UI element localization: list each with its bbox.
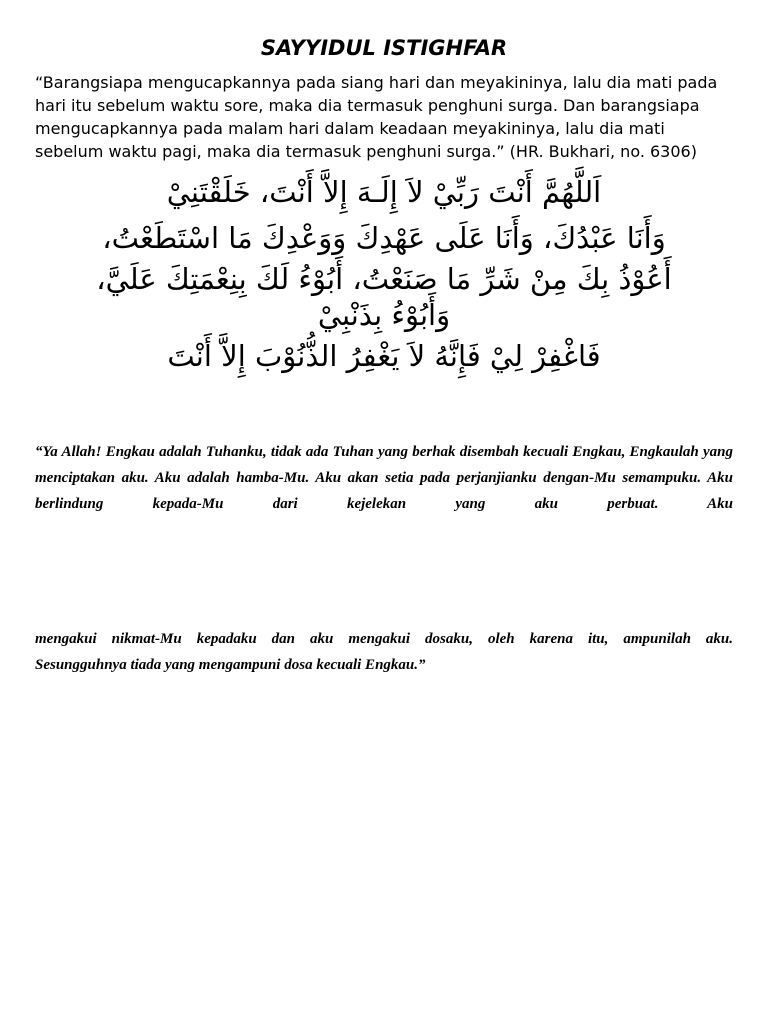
arabic-line-2: وَأَنَا عَبْدُكَ، وَأَنَا عَلَى عَهْدِكَ وَوَعْدِكَ مَا اسْتَطَعْتُ، (102, 221, 666, 255)
translation-line-justified: mengakui nikmat-Mu kepadaku dan aku mengakui dosaku, oleh karena itu, ampunilah aku. (35, 631, 733, 647)
arabic-line-5: فَاغْفِرْ لِيْ فَإِنَّهُ لاَ يَغْفِرُ الذُّنُوْبَ إِلاَّ أَنْتَ (167, 339, 601, 373)
arabic-line-1: اَللَّهُمَّ أَنْتَ رَبِّيْ لاَ إِلَـهَ إِلاَّ أَنْتَ، خَلَقْتَنِيْ (166, 175, 602, 209)
arabic-line-3: أَعُوْذُ بِكَ مِنْ شَرِّ مَا صَنَعْتُ، أَبُوْءُ لَكَ بِنِعْمَتِكَ عَلَيَّ، (96, 262, 672, 296)
page-title: SAYYIDUL ISTIGHFAR (260, 36, 508, 60)
document-page (35, 34, 733, 673)
translation-line-last: Sesungguhnya tiada yang mengampuni dosa kecuali Engkau.” (35, 657, 426, 673)
arabic-line-4: وَأَبُوْءُ بِذَنْبِيْ (317, 298, 451, 332)
arabic-prayer (35, 169, 733, 379)
intro-paragraph: “Barangsiapa mengucapkannya pada siang hari dan meyakininya, lalu dia mati pada hari itu sebelum waktu sore, maka dia termasuk penghuni surga. Dan barangsiapa mengucapkannya pada malam hari dalam keadaan meyakininya, lalu dia mati sebelum waktu pagi, maka dia termasuk penghuni surga.” (HR. Bukhari, no. 6306) (35, 73, 718, 161)
translation-paragraph-2 (35, 626, 733, 678)
translation-paragraph-1: “Ya Allah! Engkau adalah Tuhanku, tidak ada Tuhan yang berhak disembah kecuali Engkau, Engkaulah yang menciptakan aku. Aku adalah hamba-Mu. Aku akan setia pada perjanjianku dengan-Mu semampuku. Aku berlindung kepada-Mu dari kejelekan yang aku perbuat. Aku (35, 444, 733, 512)
